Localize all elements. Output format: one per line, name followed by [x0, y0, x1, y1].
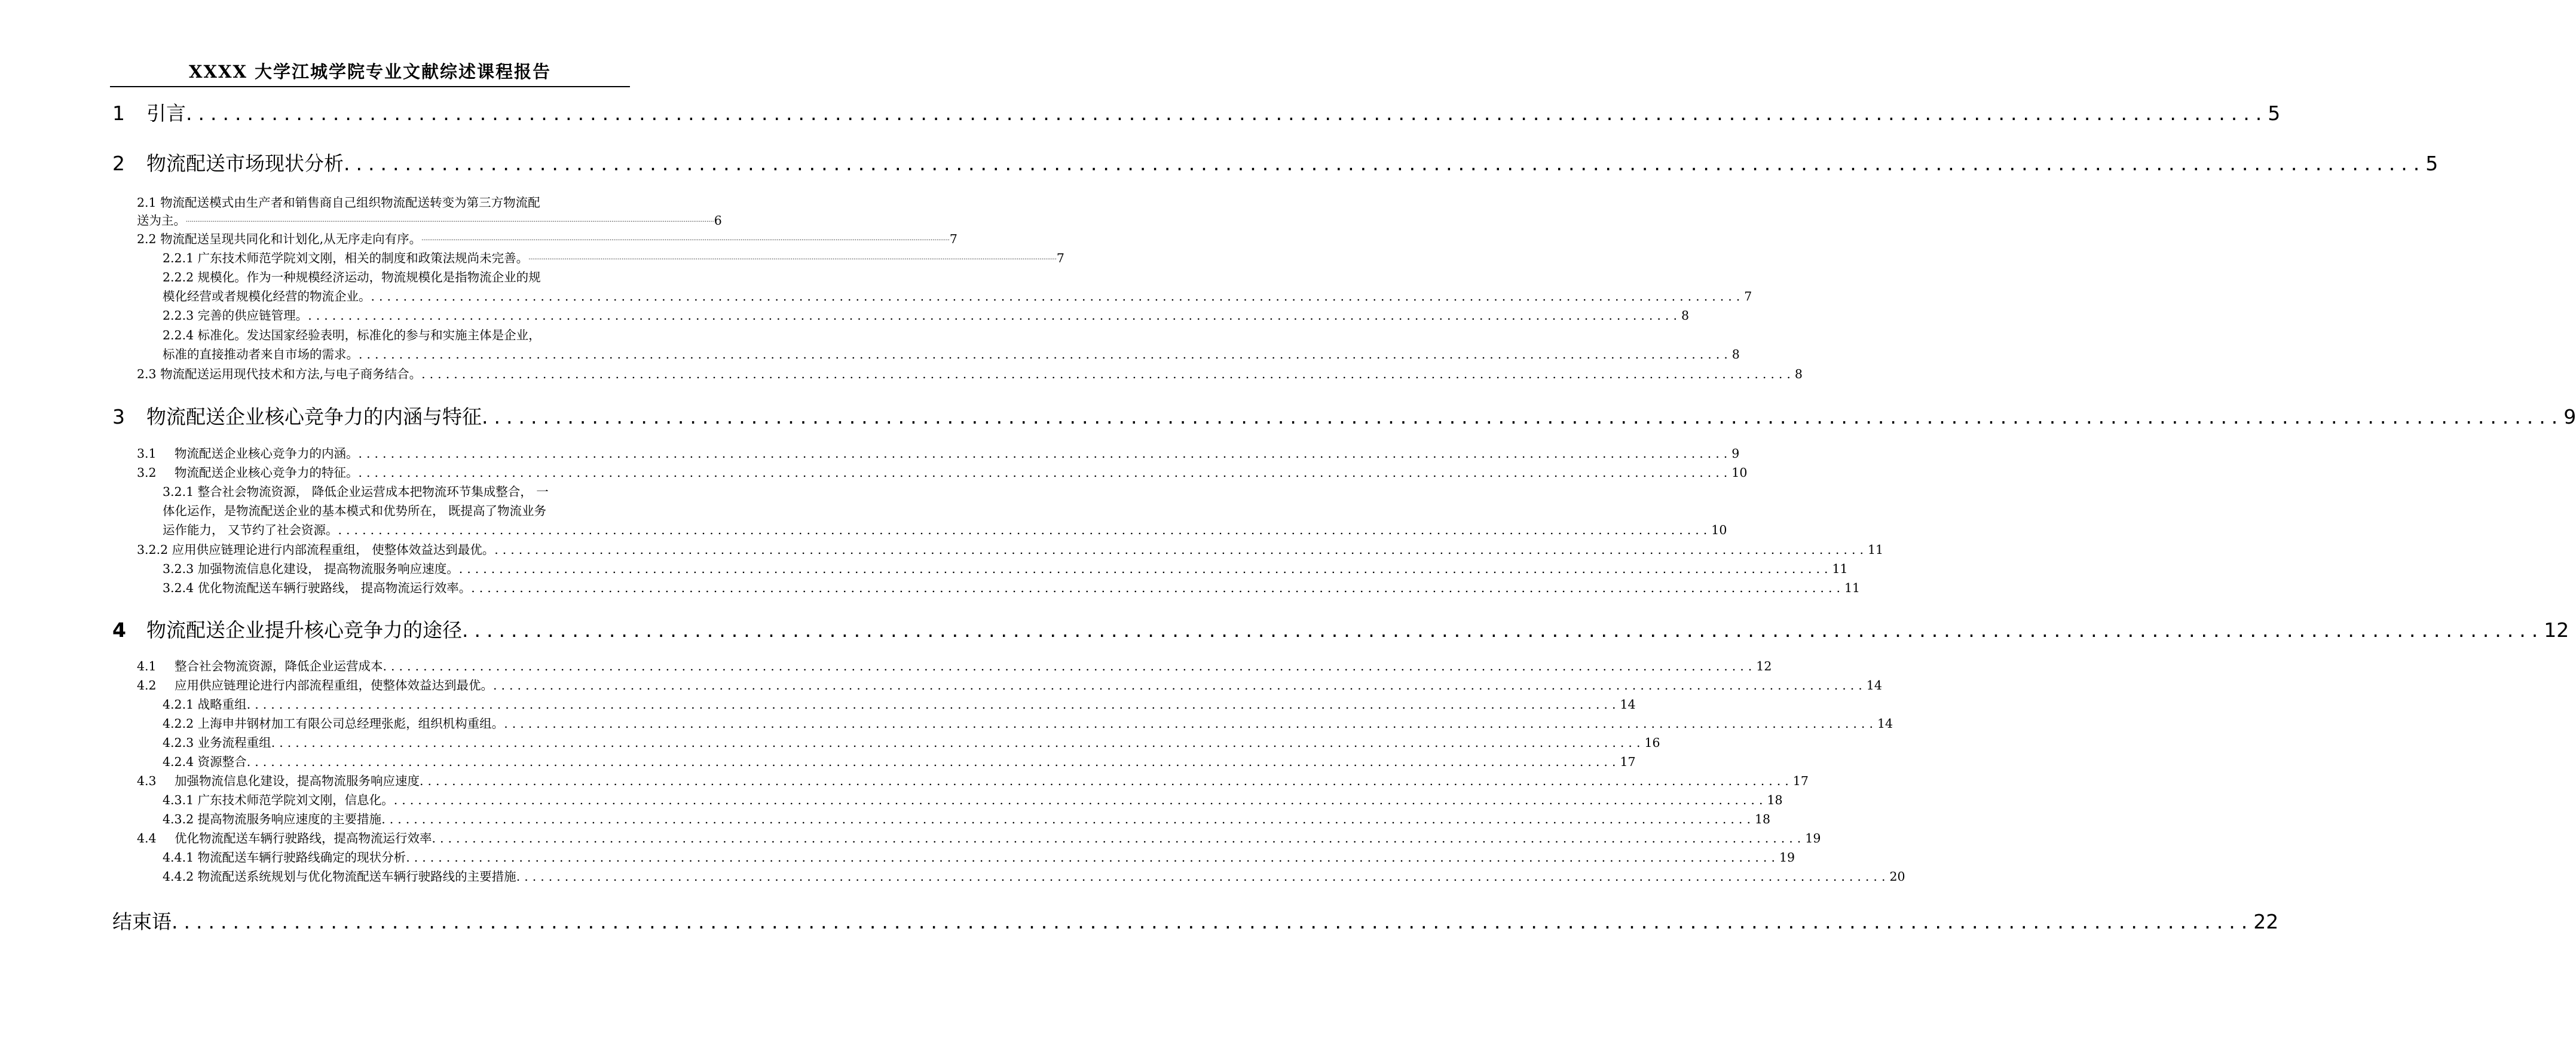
toc-section-2-2[interactable]: [137, 230, 957, 248]
toc-chapter-2[interactable]: [112, 151, 2439, 177]
page-number: 19: [1779, 850, 1795, 865]
section-title: 3.2.4 优化物流配送车辆行驶路线， 提高物流运行效率。: [163, 581, 472, 595]
page-number: 5: [2268, 102, 2281, 125]
page-number: 11: [1832, 562, 1848, 576]
section-title: 送为主。: [137, 213, 186, 228]
page-number: 18: [1754, 812, 1771, 826]
toc-chapter-3[interactable]: [112, 404, 2576, 430]
section-title: 4.2.3 业务流程重组: [163, 736, 271, 750]
dot-leader: ..........................................................................................................................................................................: [308, 308, 1681, 323]
toc-section-4-2-4[interactable]: [163, 753, 1636, 771]
section-number: 4.1: [137, 659, 157, 673]
page-number: 9: [2563, 405, 2576, 428]
page-number: 7: [1056, 251, 1064, 265]
section-number: 3.2: [137, 465, 157, 480]
toc-section-2-3[interactable]: [137, 365, 1803, 383]
dot-leader: ..........................................................................................................................................................................: [186, 102, 2268, 125]
section-title: 4.4.1 物流配送车辆行驶路线确定的现状分析: [163, 850, 406, 865]
section-title: 4.2.2 上海申井钢材加工有限公司总经理张彪，组织机构重组。: [163, 716, 504, 731]
toc-section-2-2-2-line1[interactable]: 2.2.2 规模化。作为一种规模经济运动，物流规模化是指物流企业的规: [163, 270, 541, 284]
toc-section-3-2-1-line1[interactable]: 3.2.1 整合社会物流资源， 降低企业运营成本把物流环节集成整合， 一: [163, 485, 549, 499]
section-title: 物流配送企业核心竞争力的内涵。: [175, 446, 359, 461]
toc-section-4-4-2[interactable]: [163, 868, 1905, 885]
page-number: 9: [1731, 446, 1740, 461]
toc-section-4-2-1[interactable]: [163, 695, 1636, 713]
dot-leader: ..........................................................................................................................................................................: [420, 774, 1793, 788]
dot-leader: ..........................................................................................................................................................................: [482, 405, 2564, 428]
section-number: 4.4: [137, 831, 157, 845]
dot-leader: ..........................................................................................................................................................................: [493, 678, 1867, 692]
page-number: 10: [1731, 465, 1748, 480]
section-title: 模化经营或者规模化经营的物流企业。: [163, 289, 371, 304]
toc-section-3-2-2[interactable]: [137, 541, 1884, 559]
dot-leader: ..........................................................................................................................................................................: [432, 831, 1806, 845]
dot-leader: ..........................................................................................................................................................................: [471, 581, 1844, 595]
toc-chapter-4[interactable]: [112, 617, 2569, 643]
chapter-title: 结束语: [112, 910, 172, 933]
section-title: 运作能力， 又节约了社会资源。: [163, 523, 338, 537]
dot-leader: ..........................................................................................................................................................................: [246, 755, 1620, 769]
page-number: 20: [1889, 869, 1905, 884]
section-title: 标准的直接推动者来自市场的需求。: [163, 347, 359, 361]
chapter-number: 2: [112, 152, 125, 175]
chapter-number: 4: [112, 618, 126, 642]
toc-section-4-2-2[interactable]: [163, 715, 1893, 733]
toc-section-3-2-1[interactable]: [163, 521, 1727, 539]
page-number: 14: [1877, 716, 1893, 731]
page-number: 19: [1805, 831, 1821, 845]
dot-leader: ..........................................................................................................................................................................: [504, 716, 1877, 731]
page-number: 18: [1767, 793, 1783, 807]
dot-leader: ..........................................................................................................................................................................: [383, 659, 1757, 673]
toc-section-2-2-4-line1[interactable]: 2.2.4 标准化。发达国家经验表明，标准化的参与和实施主体是企业，: [163, 328, 541, 342]
dot-leader: ..........................................................................................................................................................................: [458, 562, 1832, 576]
toc-section-4-4[interactable]: [137, 829, 1821, 847]
dot-leader: ..........................................................................................................................................................................: [462, 618, 2544, 642]
toc-chapter-1[interactable]: [112, 100, 2281, 127]
page-number: 5: [2425, 152, 2439, 175]
section-title: 2.3 物流配送运用现代技术和方法,与电子商务结合。: [137, 367, 422, 381]
section-title: 4.2.1 战略重组: [163, 697, 247, 712]
section-title: 3.2.2 应用供应链理论进行内部流程重组， 使整体效益达到最优。: [137, 543, 495, 557]
toc-section-3-1[interactable]: [137, 445, 1740, 462]
dot-leader: ..........................................................................................................................................................................: [246, 697, 1620, 712]
toc-section-4-3[interactable]: [137, 772, 1809, 790]
section-number: 4.3: [137, 774, 157, 788]
dot-leader: ..........................................................................................................................................................................: [338, 523, 1712, 537]
toc-section-4-1[interactable]: [137, 657, 1772, 675]
page-number: 14: [1866, 678, 1882, 692]
section-title: 加强物流信息化建设，提高物流服务响应速度: [175, 774, 420, 788]
page-number: 7: [949, 232, 957, 246]
toc-conclusion[interactable]: [112, 909, 2279, 935]
section-title: 4.2.4 资源整合: [163, 755, 247, 769]
section-number: 4.2: [137, 678, 157, 692]
toc-section-3-2-4[interactable]: [163, 579, 1861, 597]
section-title: 3.2.3 加强物流信息化建设， 提高物流服务响应速度。: [163, 562, 459, 576]
page-number: 7: [1744, 289, 1752, 304]
page-number: 16: [1644, 736, 1660, 750]
dot-leader: ..........................................................................................................................................................................: [393, 793, 1767, 807]
section-title: 4.4.2 物流配送系统规划与优化物流配送车辆行驶路线的主要措施: [163, 869, 516, 884]
toc-section-4-4-1[interactable]: [163, 848, 1795, 866]
dot-leader: ..........................................................................................................................................................................: [381, 812, 1755, 826]
page-number: 17: [1620, 755, 1636, 769]
toc-section-4-2[interactable]: [137, 676, 1882, 694]
page-header-title: XXXX 大学江城学院专业文献综述课程报告: [188, 62, 552, 82]
dot-leader: ..........................................................................................................................................................................: [344, 152, 2426, 175]
dot-leader: ......................................................................................................................................................................................................................................................................................: [186, 217, 714, 223]
dot-leader: ..........................................................................................................................................................................: [421, 367, 1795, 381]
page-number: 6: [714, 213, 722, 228]
toc-section-3-2[interactable]: [137, 464, 1748, 482]
chapter-title: 物流配送企业提升核心竞争力的途径: [146, 618, 462, 642]
dot-leader: ......................................................................................................................................................................................................................................................................................: [421, 235, 950, 242]
chapter-number: 1: [112, 102, 125, 125]
dot-leader: ......................................................................................................................................................................................................................................................................................: [528, 255, 1057, 261]
toc-section-4-3-2[interactable]: [163, 810, 1771, 828]
dot-leader: ..........................................................................................................................................................................: [358, 465, 1732, 480]
page-number: 11: [1867, 543, 1884, 557]
dot-leader: ..........................................................................................................................................................................: [359, 347, 1732, 361]
section-title: 优化物流配送车辆行驶路线，提高物流运行效率: [175, 831, 432, 845]
toc-section-2-2-2[interactable]: [163, 287, 1752, 305]
section-title: 4.3.1 广东技术师范学院刘文刚，信息化。: [163, 793, 394, 807]
page-number: 8: [1731, 347, 1740, 361]
toc-section-2-1-line1[interactable]: 2.1 物流配送模式由生产者和销售商自己组织物流配送转变为第三方物流配: [137, 195, 540, 210]
page-number: 8: [1681, 308, 1690, 323]
section-title: 2.2.3 完善的供应链管理。: [163, 308, 308, 323]
dot-leader: ..........................................................................................................................................................................: [406, 850, 1779, 865]
dot-leader: ..........................................................................................................................................................................: [358, 446, 1732, 461]
section-title: 应用供应链理论进行内部流程重组，使整体效益达到最优。: [175, 678, 493, 692]
dot-leader: ..........................................................................................................................................................................: [172, 910, 2254, 933]
dot-leader: ..........................................................................................................................................................................: [494, 543, 1868, 557]
toc-section-3-2-1-line2[interactable]: 体化运作，是物流配送企业的基本模式和优势所在， 既提高了物流业务: [163, 504, 547, 518]
page-number: 10: [1711, 523, 1727, 537]
section-title: 2.2 物流配送呈现共同化和计划化,从无序走向有序。: [137, 232, 422, 246]
page-number: 8: [1794, 367, 1803, 381]
chapter-title: 引言: [146, 102, 186, 125]
section-title: 整合社会物流资源，降低企业运营成本: [175, 659, 383, 673]
section-number: 3.1: [137, 446, 157, 461]
dot-leader: ..........................................................................................................................................................................: [516, 869, 1890, 884]
section-title: 4.3.2 提高物流服务响应速度的主要措施: [163, 812, 382, 826]
section-title: 物流配送企业核心竞争力的特征。: [175, 465, 359, 480]
page-number: 22: [2253, 910, 2279, 933]
page-number: 12: [1756, 659, 1772, 673]
dot-leader: ..........................................................................................................................................................................: [371, 289, 1745, 304]
page-number: 17: [1792, 774, 1809, 788]
toc-section-3-2-3[interactable]: [163, 560, 1848, 578]
chapter-title: 物流配送市场现状分析: [146, 152, 344, 175]
toc-section-2-2-3[interactable]: [163, 307, 1690, 324]
chapter-number: 3: [112, 405, 125, 428]
toc-section-2-2-1[interactable]: [163, 249, 1064, 267]
toc-section-2-1[interactable]: [137, 212, 722, 229]
page-number: 12: [2544, 618, 2569, 642]
chapter-title: 物流配送企业核心竞争力的内涵与特征: [146, 405, 482, 428]
toc-section-2-2-4[interactable]: [163, 345, 1740, 363]
page-number: 11: [1844, 581, 1861, 595]
toc-section-4-2-3[interactable]: [163, 734, 1660, 752]
dot-leader: ..........................................................................................................................................................................: [271, 736, 1645, 750]
page-number: 14: [1620, 697, 1636, 712]
section-title: 2.2.1 广东技术师范学院刘文刚，相关的制度和政策法规尚未完善。: [163, 251, 529, 265]
toc-section-4-3-1[interactable]: [163, 791, 1783, 809]
